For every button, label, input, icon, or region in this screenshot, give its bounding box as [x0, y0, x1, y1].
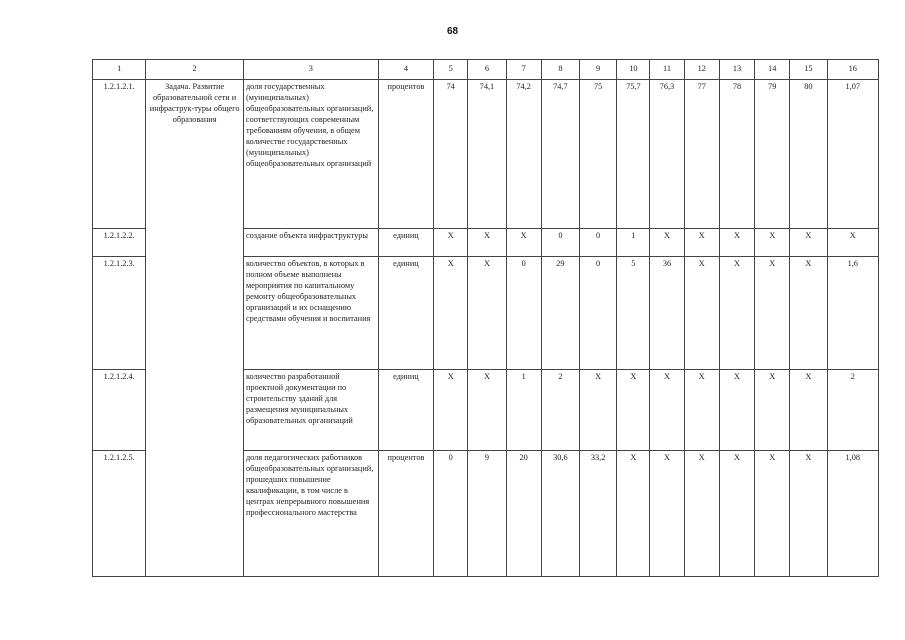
indicators-table — [92, 59, 879, 577]
value-cell: X — [506, 229, 541, 257]
value-cell: X — [650, 451, 684, 577]
indicator-name: доля педагогических работников общеобразовательных организаций, прошедших повышение квалификации, в том числе в центрах непрерывного повышения профессионального мастерства — [243, 451, 378, 577]
indicator-code: 1.2.1.2.5. — [93, 451, 146, 577]
column-header-1: 1 — [93, 60, 146, 80]
value-cell: 74 — [434, 80, 468, 229]
value-cell: 2 — [541, 370, 579, 451]
indicator-code: 1.2.1.2.2. — [93, 229, 146, 257]
value-cell: 9 — [468, 451, 506, 577]
value-cell: 0 — [541, 229, 579, 257]
value-cell: 20 — [506, 451, 541, 577]
indicator-code: 1.2.1.2.4. — [93, 370, 146, 451]
value-cell: X — [790, 257, 827, 370]
value-cell: X — [684, 229, 719, 257]
unit-cell: единиц — [378, 229, 433, 257]
value-cell: X — [580, 370, 617, 451]
value-cell: 80 — [790, 80, 827, 229]
column-header-14: 14 — [755, 60, 790, 80]
value-cell: 0 — [580, 229, 617, 257]
table-row — [93, 80, 879, 229]
value-cell: 75 — [580, 80, 617, 229]
unit-cell: процентов — [378, 451, 433, 577]
value-cell: 1 — [617, 229, 650, 257]
column-header-10: 10 — [617, 60, 650, 80]
indicator-name: создание объекта инфраструктуры — [243, 229, 378, 257]
column-header-3: 3 — [243, 60, 378, 80]
value-cell: X — [468, 257, 506, 370]
value-cell: 74,1 — [468, 80, 506, 229]
column-header-13: 13 — [719, 60, 754, 80]
value-cell: 76,3 — [650, 80, 684, 229]
value-cell: X — [434, 229, 468, 257]
value-cell: 74,2 — [506, 80, 541, 229]
indicator-code: 1.2.1.2.1. — [93, 80, 146, 229]
value-cell: X — [617, 451, 650, 577]
value-cell: 1,6 — [827, 257, 878, 370]
page-number: 68 — [446, 26, 459, 37]
value-cell: 30,6 — [541, 451, 579, 577]
value-cell: X — [650, 370, 684, 451]
value-cell: X — [650, 229, 684, 257]
value-cell: 33,2 — [580, 451, 617, 577]
value-cell: 1,08 — [827, 451, 878, 577]
value-cell: X — [755, 451, 790, 577]
column-header-9: 9 — [580, 60, 617, 80]
value-cell: X — [790, 451, 827, 577]
value-cell: X — [719, 257, 754, 370]
value-cell: X — [434, 257, 468, 370]
value-cell: 36 — [650, 257, 684, 370]
column-header-2: 2 — [146, 60, 244, 80]
task-cell: Задача. Развитие образовательной сети и инфраструк-туры общего образования — [146, 80, 244, 577]
value-cell: X — [719, 229, 754, 257]
indicator-name: количество разработанной проектной документации по строительству зданий для размещения муниципальных образовательных организаций — [243, 370, 378, 451]
value-cell: X — [617, 370, 650, 451]
value-cell: X — [790, 229, 827, 257]
value-cell: X — [684, 370, 719, 451]
header-row — [93, 60, 879, 80]
column-header-5: 5 — [434, 60, 468, 80]
value-cell: 2 — [827, 370, 878, 451]
value-cell: 1 — [506, 370, 541, 451]
column-header-8: 8 — [541, 60, 579, 80]
value-cell: X — [827, 229, 878, 257]
value-cell: X — [755, 370, 790, 451]
value-cell: X — [684, 257, 719, 370]
indicator-name: количество объектов, в которых в полном объеме выполнены мероприятия по капитальному ремонту общеобразовательных организаций и их оснащению средствами обучения и воспитания — [243, 257, 378, 370]
column-header-4: 4 — [378, 60, 433, 80]
value-cell: 78 — [719, 80, 754, 229]
value-cell: 29 — [541, 257, 579, 370]
unit-cell: единиц — [378, 370, 433, 451]
value-cell: X — [755, 257, 790, 370]
column-header-7: 7 — [506, 60, 541, 80]
value-cell: 1,07 — [827, 80, 878, 229]
value-cell: 79 — [755, 80, 790, 229]
column-header-12: 12 — [684, 60, 719, 80]
value-cell: X — [468, 370, 506, 451]
column-header-11: 11 — [650, 60, 684, 80]
value-cell: X — [434, 370, 468, 451]
value-cell: 75,7 — [617, 80, 650, 229]
value-cell: X — [684, 451, 719, 577]
value-cell: X — [719, 370, 754, 451]
value-cell: 0 — [434, 451, 468, 577]
value-cell: 5 — [617, 257, 650, 370]
unit-cell: единиц — [378, 257, 433, 370]
value-cell: X — [790, 370, 827, 451]
column-header-15: 15 — [790, 60, 827, 80]
value-cell: 0 — [506, 257, 541, 370]
value-cell: X — [755, 229, 790, 257]
value-cell: 74,7 — [541, 80, 579, 229]
value-cell: X — [719, 451, 754, 577]
column-header-16: 16 — [827, 60, 878, 80]
value-cell: 0 — [580, 257, 617, 370]
column-header-6: 6 — [468, 60, 506, 80]
unit-cell: процентов — [378, 80, 433, 229]
value-cell: 77 — [684, 80, 719, 229]
value-cell: X — [468, 229, 506, 257]
indicator-name: доля государственных (муниципальных) общеобразовательных организаций, соответствующих современным требованиям обучения, в общем количестве государственных (муниципальных) общеобразовательных организаций — [243, 80, 378, 229]
indicator-code: 1.2.1.2.3. — [93, 257, 146, 370]
